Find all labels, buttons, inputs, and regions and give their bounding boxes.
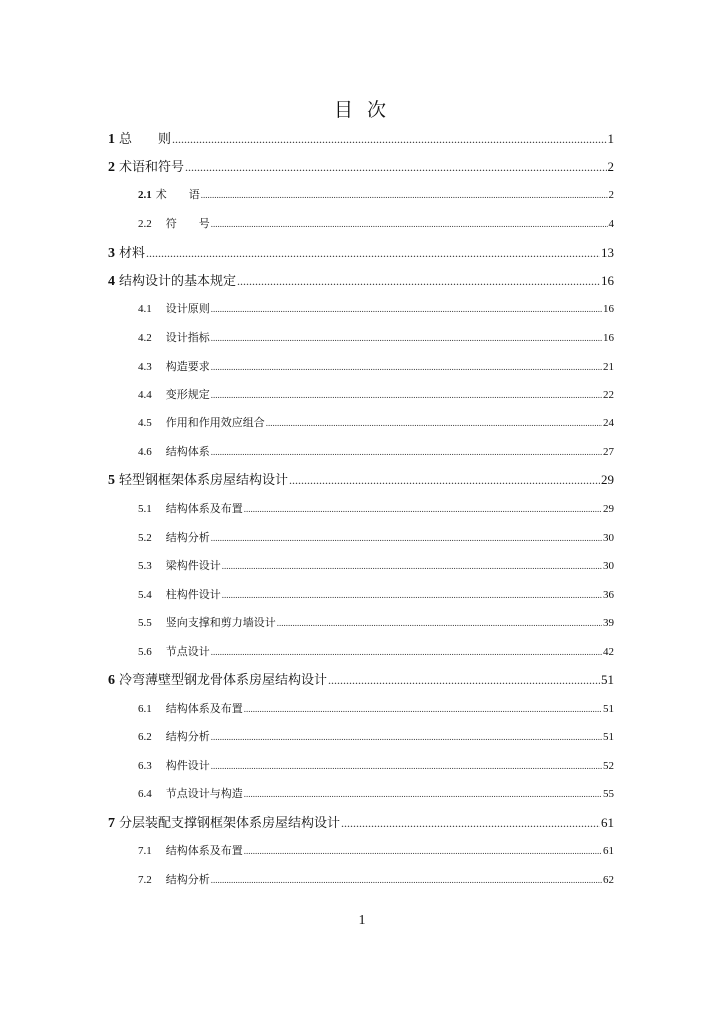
toc-entry-page: 61	[603, 845, 614, 857]
toc-entry-page: 30	[603, 532, 614, 544]
toc-section-entry[interactable]	[138, 585, 614, 605]
toc-entry-number: 2.1	[138, 189, 152, 201]
toc-entry-number: 4.2	[138, 332, 152, 344]
toc-entry-number: 5.6	[138, 646, 152, 658]
toc-entry-number: 5.5	[138, 617, 152, 629]
toc-entry-label: 变形规定	[165, 388, 210, 401]
toc-entry-label: 梁构件设计	[165, 559, 221, 572]
toc-leader-dots	[211, 528, 602, 548]
toc-entry-number: 5.3	[138, 560, 152, 572]
toc-entry-label: 结构体系	[165, 445, 210, 458]
toc-section-entry[interactable]	[138, 385, 614, 405]
toc-entry-page: 42	[603, 646, 614, 658]
toc-entry-number: 7	[108, 816, 115, 831]
toc-entry-label: 结构分析	[165, 531, 210, 544]
toc-leader-dots	[211, 328, 602, 348]
toc-entry-label: 材料	[119, 246, 146, 261]
toc-section-entry[interactable]	[138, 299, 614, 319]
toc-entry-label: 节点设计	[165, 645, 210, 658]
toc-entry-number: 4.5	[138, 417, 152, 429]
toc-section-entry[interactable]	[138, 727, 614, 747]
toc-entry-number: 3	[108, 246, 115, 261]
toc-chapter-entry[interactable]	[108, 243, 614, 263]
toc-entry-number: 4.1	[138, 303, 152, 315]
toc-entry-page: 27	[603, 446, 614, 458]
toc-entry-label: 结构体系及布置	[165, 502, 243, 515]
toc-entry-page: 62	[603, 874, 614, 886]
toc-entry-label: 节点设计与构造	[165, 787, 243, 800]
toc-entry-page: 39	[603, 617, 614, 629]
toc-entry-number: 6	[108, 673, 115, 688]
toc-section-entry[interactable]	[138, 185, 614, 205]
toc-entry-number: 5.4	[138, 589, 152, 601]
toc-entry-number: 6.1	[138, 703, 152, 715]
toc-section-entry[interactable]	[138, 756, 614, 776]
toc-chapter-entry[interactable]	[108, 129, 614, 149]
toc-entry-label: 冷弯薄壁型钢龙骨体系房屋结构设计	[119, 673, 328, 688]
toc-section-entry[interactable]	[138, 328, 614, 348]
toc-entry-number: 5	[108, 473, 115, 488]
toc-entry-number: 7.2	[138, 874, 152, 886]
toc-section-entry[interactable]	[138, 499, 614, 519]
toc-section-entry[interactable]	[138, 841, 614, 861]
toc-entry-page: 51	[603, 731, 614, 743]
toc-leader-dots	[185, 157, 606, 177]
toc-entry-page: 51	[601, 672, 614, 687]
toc-entry-label: 术 语	[155, 188, 200, 201]
toc-entry-number: 4	[108, 274, 115, 289]
toc-entry-number: 2	[108, 160, 115, 175]
toc-title: 目 次	[333, 99, 391, 121]
toc-entry-page: 30	[603, 560, 614, 572]
toc-entry-page: 22	[603, 389, 614, 401]
toc-section-entry[interactable]	[138, 642, 614, 662]
toc-leader-dots	[201, 185, 608, 205]
toc-chapter-entry[interactable]	[108, 670, 614, 690]
toc-section-entry[interactable]	[138, 699, 614, 719]
toc-section-entry[interactable]	[138, 214, 614, 234]
toc-entry-label: 符 号	[165, 217, 210, 230]
toc-entry-number: 7.1	[138, 845, 152, 857]
toc-section-entry[interactable]	[138, 528, 614, 548]
toc-entry-page: 2	[607, 159, 614, 174]
toc-entry-page: 24	[603, 417, 614, 429]
toc-leader-dots	[237, 271, 600, 291]
toc-chapter-entry[interactable]	[108, 470, 614, 490]
toc-leader-dots	[341, 813, 600, 833]
toc-leader-dots	[146, 243, 600, 263]
toc-leader-dots	[328, 670, 600, 690]
toc-leader-dots	[211, 442, 602, 462]
toc-section-entry[interactable]	[138, 413, 614, 433]
toc-leader-dots	[211, 214, 608, 234]
toc-entry-page: 16	[603, 332, 614, 344]
toc-entry-page: 55	[603, 788, 614, 800]
toc-entry-page: 61	[601, 815, 614, 830]
toc-entry-page: 4	[608, 218, 614, 230]
toc-leader-dots	[211, 727, 602, 747]
toc-leader-dots	[222, 585, 602, 605]
toc-entry-label: 构造要求	[165, 360, 210, 373]
toc-entry-label: 结构设计的基本规定	[119, 274, 237, 289]
toc-entry-page: 2	[608, 189, 614, 201]
toc-chapter-entry[interactable]	[108, 271, 614, 291]
toc-leader-dots	[244, 784, 602, 804]
toc-entry-page: 1	[607, 131, 614, 146]
toc-section-entry[interactable]	[138, 357, 614, 377]
toc-leader-dots	[211, 385, 602, 405]
toc-section-entry[interactable]	[138, 784, 614, 804]
toc-entry-label: 结构体系及布置	[165, 702, 243, 715]
toc-entry-label: 结构体系及布置	[165, 844, 243, 857]
toc-entry-number: 5.2	[138, 532, 152, 544]
toc-entry-page: 16	[601, 273, 614, 288]
toc-entry-number: 4.4	[138, 389, 152, 401]
toc-leader-dots	[211, 642, 602, 662]
toc-leader-dots	[211, 299, 602, 319]
toc-entry-label: 总 则	[119, 132, 172, 147]
toc-leader-dots	[266, 413, 602, 433]
toc-entry-page: 29	[603, 503, 614, 515]
toc-entry-label: 结构分析	[165, 730, 210, 743]
toc-leader-dots	[244, 841, 602, 861]
toc-leader-dots	[211, 357, 602, 377]
toc-leader-dots	[244, 699, 602, 719]
toc-entry-number: 4.3	[138, 361, 152, 373]
toc-chapter-entry[interactable]	[108, 813, 614, 833]
toc-entry-label: 构件设计	[165, 759, 210, 772]
toc-entry-label: 设计原则	[165, 302, 210, 315]
toc-leader-dots	[244, 499, 602, 519]
toc-section-entry[interactable]	[138, 556, 614, 576]
toc-section-entry[interactable]	[138, 613, 614, 633]
toc-leader-dots	[222, 556, 602, 576]
toc-leader-dots	[211, 756, 602, 776]
toc-entry-page: 52	[603, 760, 614, 772]
toc-entry-label: 柱构件设计	[165, 588, 221, 601]
toc-entry-page: 36	[603, 589, 614, 601]
toc-leader-dots	[289, 470, 600, 490]
toc-entry-label: 竖向支撑和剪力墙设计	[165, 616, 276, 629]
toc-entry-number: 6.3	[138, 760, 152, 772]
toc-entry-page: 51	[603, 703, 614, 715]
toc-entry-number: 6.4	[138, 788, 152, 800]
toc-entry-number: 4.6	[138, 446, 152, 458]
toc-entry-page: 21	[603, 361, 614, 373]
toc-leader-dots	[277, 613, 602, 633]
toc-entry-label: 设计指标	[165, 331, 210, 344]
toc-entry-page: 29	[601, 472, 614, 487]
toc-entry-number: 2.2	[138, 218, 152, 230]
toc-entry-label: 作用和作用效应组合	[165, 416, 265, 429]
toc-entry-label: 分层装配支撑钢框架体系房屋结构设计	[119, 816, 341, 831]
toc-entry-label: 结构分析	[165, 873, 210, 886]
toc-entry-number: 5.1	[138, 503, 152, 515]
toc-entry-page: 13	[601, 245, 614, 260]
toc-entry-page: 16	[603, 303, 614, 315]
toc-entry-number: 1	[108, 132, 115, 147]
toc-leader-dots	[211, 870, 602, 890]
page-number: 1	[358, 913, 366, 928]
toc-entry-label: 轻型钢框架体系房屋结构设计	[119, 473, 289, 488]
toc-leader-dots	[172, 129, 606, 149]
toc-entry-label: 术语和符号	[119, 160, 185, 175]
toc-section-entry[interactable]	[138, 442, 614, 462]
toc-chapter-entry[interactable]	[108, 157, 614, 177]
toc-entry-number: 6.2	[138, 731, 152, 743]
toc-section-entry[interactable]	[138, 870, 614, 890]
